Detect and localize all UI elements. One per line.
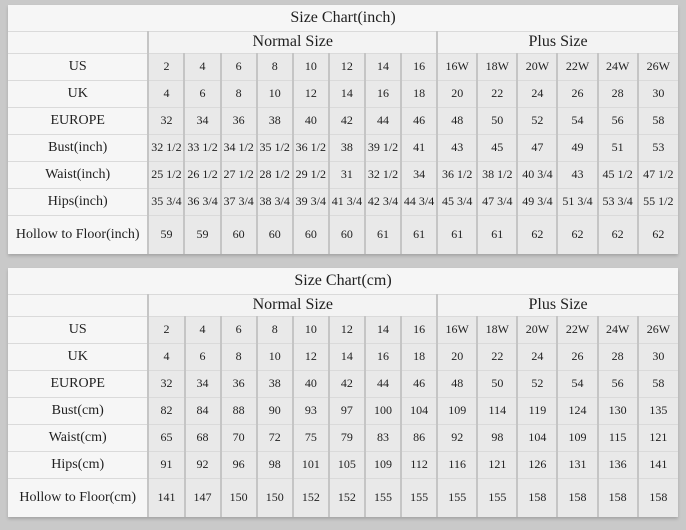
size-value-cell: 150 — [257, 478, 293, 517]
size-value-cell: 32 1/2 — [365, 161, 401, 188]
size-value-cell: 40 3/4 — [517, 161, 557, 188]
size-value-cell: 121 — [638, 424, 678, 451]
size-value-cell: 91 — [148, 451, 184, 478]
table-row — [8, 451, 678, 478]
size-value-cell: 61 — [477, 215, 517, 254]
size-chart-cm-table — [8, 268, 678, 517]
size-value-cell: 4 — [148, 80, 184, 107]
size-value-cell: 28 — [598, 80, 638, 107]
size-value-cell: 6 — [221, 316, 257, 343]
size-value-cell: 22 — [477, 80, 517, 107]
title-row — [8, 268, 678, 294]
size-value-cell: 24W — [598, 316, 638, 343]
column-group-row — [8, 294, 678, 316]
size-value-cell: 32 1/2 — [148, 134, 184, 161]
size-value-cell: 96 — [221, 451, 257, 478]
table-row — [8, 215, 678, 254]
size-value-cell: 158 — [517, 478, 557, 517]
size-value-cell: 26W — [638, 53, 678, 80]
size-value-cell: 26W — [638, 316, 678, 343]
size-value-cell: 20W — [517, 316, 557, 343]
size-value-cell: 50 — [477, 370, 517, 397]
size-value-cell: 61 — [401, 215, 437, 254]
row-label: Bust(cm) — [8, 397, 148, 424]
size-value-cell: 62 — [557, 215, 597, 254]
size-value-cell: 46 — [401, 107, 437, 134]
size-value-cell: 130 — [598, 397, 638, 424]
size-value-cell: 98 — [477, 424, 517, 451]
size-value-cell: 86 — [401, 424, 437, 451]
size-value-cell: 8 — [257, 316, 293, 343]
row-label: US — [8, 53, 148, 80]
size-value-cell: 28 1/2 — [257, 161, 293, 188]
size-value-cell: 6 — [221, 53, 257, 80]
size-value-cell: 121 — [477, 451, 517, 478]
size-value-cell: 47 — [517, 134, 557, 161]
size-value-cell: 158 — [638, 478, 678, 517]
size-value-cell: 20 — [437, 343, 477, 370]
size-value-cell: 93 — [293, 397, 329, 424]
row-label: Hips(cm) — [8, 451, 148, 478]
size-value-cell: 43 — [557, 161, 597, 188]
size-value-cell: 119 — [517, 397, 557, 424]
size-value-cell: 35 3/4 — [148, 188, 184, 215]
size-value-cell: 16W — [437, 53, 477, 80]
size-value-cell: 70 — [221, 424, 257, 451]
size-value-cell: 45 3/4 — [437, 188, 477, 215]
row-label: Hollow to Floor(inch) — [8, 215, 148, 254]
size-value-cell: 10 — [257, 343, 293, 370]
size-value-cell: 135 — [638, 397, 678, 424]
size-value-cell: 16 — [401, 53, 437, 80]
size-value-cell: 158 — [598, 478, 638, 517]
size-value-cell: 24 — [517, 80, 557, 107]
size-value-cell: 38 — [257, 370, 293, 397]
size-value-cell: 34 — [401, 161, 437, 188]
size-value-cell: 147 — [185, 478, 221, 517]
size-value-cell: 24 — [517, 343, 557, 370]
size-value-cell: 26 — [557, 80, 597, 107]
size-value-cell: 55 1/2 — [638, 188, 678, 215]
size-value-cell: 26 — [557, 343, 597, 370]
size-value-cell: 45 — [477, 134, 517, 161]
size-value-cell: 47 3/4 — [477, 188, 517, 215]
table-row — [8, 161, 678, 188]
table-title: Size Chart(cm) — [8, 268, 678, 294]
size-value-cell: 90 — [257, 397, 293, 424]
table-row — [8, 343, 678, 370]
size-value-cell: 40 — [293, 370, 329, 397]
size-value-cell: 22W — [557, 316, 597, 343]
size-value-cell: 116 — [437, 451, 477, 478]
size-value-cell: 98 — [257, 451, 293, 478]
table-row — [8, 370, 678, 397]
size-value-cell: 60 — [293, 215, 329, 254]
size-value-cell: 14 — [329, 80, 365, 107]
size-value-cell: 42 3/4 — [365, 188, 401, 215]
size-value-cell: 126 — [517, 451, 557, 478]
size-value-cell: 155 — [437, 478, 477, 517]
table-row — [8, 80, 678, 107]
row-label: Bust(inch) — [8, 134, 148, 161]
size-value-cell: 124 — [557, 397, 597, 424]
size-value-cell: 10 — [293, 53, 329, 80]
size-value-cell: 62 — [517, 215, 557, 254]
size-value-cell: 12 — [293, 80, 329, 107]
size-value-cell: 136 — [598, 451, 638, 478]
size-value-cell: 14 — [329, 343, 365, 370]
size-value-cell: 61 — [365, 215, 401, 254]
size-value-cell: 8 — [257, 53, 293, 80]
column-group-row — [8, 31, 678, 53]
size-value-cell: 2 — [148, 53, 184, 80]
size-value-cell: 141 — [638, 451, 678, 478]
size-value-cell: 44 3/4 — [401, 188, 437, 215]
size-value-cell: 109 — [437, 397, 477, 424]
size-value-cell: 20 — [437, 80, 477, 107]
size-value-cell: 16 — [401, 316, 437, 343]
size-value-cell: 75 — [293, 424, 329, 451]
size-value-cell: 112 — [401, 451, 437, 478]
size-value-cell: 36 3/4 — [184, 188, 220, 215]
size-value-cell: 92 — [437, 424, 477, 451]
size-value-cell: 22 — [477, 343, 517, 370]
size-value-cell: 68 — [185, 424, 221, 451]
size-value-cell: 109 — [365, 451, 401, 478]
size-value-cell: 61 — [437, 215, 477, 254]
size-value-cell: 12 — [329, 316, 365, 343]
size-value-cell: 84 — [185, 397, 221, 424]
size-value-cell: 27 1/2 — [221, 161, 257, 188]
size-value-cell: 14 — [365, 53, 401, 80]
size-value-cell: 8 — [221, 343, 257, 370]
size-value-cell: 47 1/2 — [638, 161, 678, 188]
row-label: UK — [8, 80, 148, 107]
size-value-cell: 39 1/2 — [365, 134, 401, 161]
size-value-cell: 65 — [148, 424, 184, 451]
size-value-cell: 31 — [329, 161, 365, 188]
row-label: EUROPE — [8, 107, 148, 134]
table-row — [8, 397, 678, 424]
size-value-cell: 62 — [598, 215, 638, 254]
size-value-cell: 26 1/2 — [184, 161, 220, 188]
size-chart-inch-table — [8, 5, 678, 254]
size-value-cell: 41 — [401, 134, 437, 161]
size-value-cell: 115 — [598, 424, 638, 451]
size-value-cell: 4 — [185, 316, 221, 343]
size-value-cell: 16 — [365, 343, 401, 370]
size-value-cell: 38 — [257, 107, 293, 134]
size-value-cell: 97 — [329, 397, 365, 424]
size-value-cell: 42 — [329, 107, 365, 134]
size-value-cell: 150 — [221, 478, 257, 517]
size-value-cell: 59 — [148, 215, 184, 254]
size-value-cell: 14 — [365, 316, 401, 343]
size-value-cell: 104 — [401, 397, 437, 424]
table-row — [8, 134, 678, 161]
size-value-cell: 6 — [184, 80, 220, 107]
size-value-cell: 152 — [329, 478, 365, 517]
size-value-cell: 36 1/2 — [293, 134, 329, 161]
size-value-cell: 42 — [329, 370, 365, 397]
size-value-cell: 4 — [148, 343, 184, 370]
size-value-cell: 34 — [184, 107, 220, 134]
size-value-cell: 6 — [185, 343, 221, 370]
size-value-cell: 20W — [517, 53, 557, 80]
size-value-cell: 2 — [148, 316, 184, 343]
size-value-cell: 30 — [638, 343, 678, 370]
group-row-spacer — [8, 31, 148, 53]
size-value-cell: 28 — [598, 343, 638, 370]
size-value-cell: 101 — [293, 451, 329, 478]
size-value-cell: 22W — [557, 53, 597, 80]
size-value-cell: 8 — [221, 80, 257, 107]
size-value-cell: 59 — [184, 215, 220, 254]
group-row-spacer — [8, 294, 148, 316]
column-group-header: Normal Size — [148, 31, 437, 53]
size-value-cell: 18 — [401, 80, 437, 107]
table-row — [8, 316, 678, 343]
size-value-cell: 38 3/4 — [257, 188, 293, 215]
size-value-cell: 49 — [557, 134, 597, 161]
size-value-cell: 82 — [148, 397, 184, 424]
size-value-cell: 33 1/2 — [184, 134, 220, 161]
size-value-cell: 12 — [329, 53, 365, 80]
size-value-cell: 45 1/2 — [598, 161, 638, 188]
size-value-cell: 36 1/2 — [437, 161, 477, 188]
table-row — [8, 478, 678, 517]
size-value-cell: 46 — [401, 370, 437, 397]
size-value-cell: 16W — [437, 316, 477, 343]
size-value-cell: 38 1/2 — [477, 161, 517, 188]
size-value-cell: 100 — [365, 397, 401, 424]
row-label: US — [8, 316, 148, 343]
size-value-cell: 24W — [598, 53, 638, 80]
size-value-cell: 56 — [598, 107, 638, 134]
size-value-cell: 49 3/4 — [517, 188, 557, 215]
size-value-cell: 16 — [365, 80, 401, 107]
row-label: UK — [8, 343, 148, 370]
size-value-cell: 41 3/4 — [329, 188, 365, 215]
size-value-cell: 52 — [517, 107, 557, 134]
size-value-cell: 58 — [638, 107, 678, 134]
size-value-cell: 36 — [221, 107, 257, 134]
size-value-cell: 34 1/2 — [221, 134, 257, 161]
size-value-cell: 32 — [148, 370, 184, 397]
size-value-cell: 109 — [557, 424, 597, 451]
size-value-cell: 34 — [185, 370, 221, 397]
table-row — [8, 53, 678, 80]
size-value-cell: 29 1/2 — [293, 161, 329, 188]
table-row — [8, 424, 678, 451]
table-row — [8, 188, 678, 215]
size-value-cell: 37 3/4 — [221, 188, 257, 215]
size-value-cell: 4 — [184, 53, 220, 80]
size-value-cell: 51 — [598, 134, 638, 161]
size-value-cell: 18W — [477, 53, 517, 80]
row-label: EUROPE — [8, 370, 148, 397]
size-value-cell: 53 — [638, 134, 678, 161]
size-value-cell: 52 — [517, 370, 557, 397]
size-value-cell: 38 — [329, 134, 365, 161]
size-value-cell: 54 — [557, 370, 597, 397]
size-value-cell: 10 — [257, 80, 293, 107]
size-value-cell: 44 — [365, 370, 401, 397]
size-value-cell: 50 — [477, 107, 517, 134]
size-value-cell: 155 — [365, 478, 401, 517]
size-value-cell: 131 — [557, 451, 597, 478]
size-value-cell: 56 — [598, 370, 638, 397]
size-value-cell: 104 — [517, 424, 557, 451]
size-value-cell: 35 1/2 — [257, 134, 293, 161]
size-value-cell: 44 — [365, 107, 401, 134]
size-value-cell: 32 — [148, 107, 184, 134]
table-row — [8, 107, 678, 134]
size-value-cell: 62 — [638, 215, 678, 254]
size-value-cell: 36 — [221, 370, 257, 397]
size-value-cell: 10 — [293, 316, 329, 343]
size-value-cell: 54 — [557, 107, 597, 134]
size-value-cell: 40 — [293, 107, 329, 134]
row-label: Hips(inch) — [8, 188, 148, 215]
column-group-header: Plus Size — [437, 294, 678, 316]
size-value-cell: 60 — [221, 215, 257, 254]
size-value-cell: 18W — [477, 316, 517, 343]
row-label: Waist(inch) — [8, 161, 148, 188]
size-value-cell: 155 — [401, 478, 437, 517]
size-value-cell: 152 — [293, 478, 329, 517]
size-value-cell: 53 3/4 — [598, 188, 638, 215]
size-value-cell: 92 — [185, 451, 221, 478]
row-label: Hollow to Floor(cm) — [8, 478, 148, 517]
size-value-cell: 158 — [557, 478, 597, 517]
row-label: Waist(cm) — [8, 424, 148, 451]
column-group-header: Normal Size — [148, 294, 437, 316]
size-value-cell: 48 — [437, 370, 477, 397]
size-value-cell: 105 — [329, 451, 365, 478]
column-group-header: Plus Size — [437, 31, 678, 53]
title-row — [8, 5, 678, 31]
size-value-cell: 155 — [477, 478, 517, 517]
size-value-cell: 58 — [638, 370, 678, 397]
size-value-cell: 141 — [148, 478, 184, 517]
size-value-cell: 60 — [257, 215, 293, 254]
size-value-cell: 18 — [401, 343, 437, 370]
size-value-cell: 48 — [437, 107, 477, 134]
size-value-cell: 79 — [329, 424, 365, 451]
size-value-cell: 43 — [437, 134, 477, 161]
size-value-cell: 88 — [221, 397, 257, 424]
size-value-cell: 60 — [329, 215, 365, 254]
size-value-cell: 83 — [365, 424, 401, 451]
size-value-cell: 39 3/4 — [293, 188, 329, 215]
size-value-cell: 114 — [477, 397, 517, 424]
size-value-cell: 30 — [638, 80, 678, 107]
size-value-cell: 51 3/4 — [557, 188, 597, 215]
size-value-cell: 72 — [257, 424, 293, 451]
table-title: Size Chart(inch) — [8, 5, 678, 31]
size-value-cell: 12 — [293, 343, 329, 370]
size-value-cell: 25 1/2 — [148, 161, 184, 188]
